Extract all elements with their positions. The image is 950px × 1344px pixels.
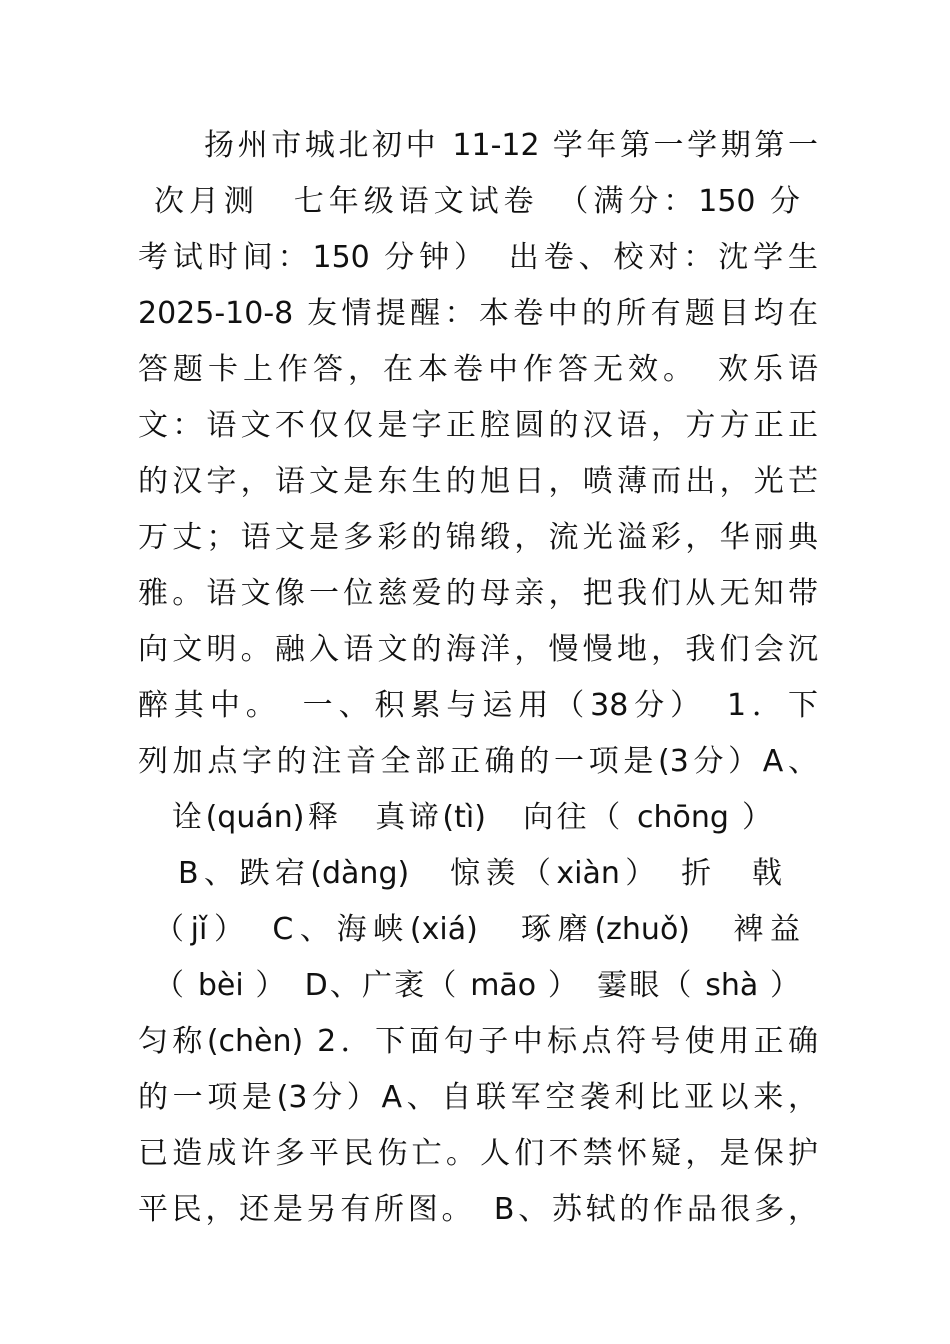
text-line-2: 次月测 七年级语文试卷 （满分：150 分 [154, 184, 800, 219]
text-line-9: 雅。语文像一位慈爱的母亲，把我们从无知带 [138, 576, 818, 611]
text-line-11: 醉其中。 一、积累与运用（38分） 1．下 [138, 688, 818, 723]
text-line-5: 答题卡上作答，在本卷中作答无效。 欢乐语 [138, 352, 818, 387]
text-line-15: （jǐ） C、海峡(xiá) 琢磨(zhuǒ) 裨益 [154, 912, 800, 947]
text-line-12: 列加点字的注音全部正确的一项是(3分）A、 [138, 744, 818, 779]
text-line-20: 平民，还是另有所图。 B、苏轼的作品很多， [138, 1192, 818, 1227]
text-line-1: 扬州市城北初中 11-12 学年第一学期第一 [204, 128, 818, 163]
text-line-14: B、跌宕(dàng) 惊羡（xiàn） 折 戟 [178, 856, 782, 891]
text-line-6: 文：语文不仅仅是字正腔圆的汉语，方方正正 [138, 408, 818, 443]
text-line-4: 2025-10-8 友情提醒：本卷中的所有题目均在 [138, 296, 818, 331]
text-line-10: 向文明。融入语文的海洋，慢慢地，我们会沉 [138, 632, 818, 667]
text-line-8: 万丈；语文是多彩的锦缎，流光溢彩，华丽典 [138, 520, 818, 555]
text-line-3: 考试时间：150 分钟） 出卷、校对：沈学生 [138, 240, 818, 275]
text-line-13: 诠(quán)释 真谛(tì) 向往（ chōng ） [172, 800, 772, 835]
text-line-7: 的汉字，语文是东生的旭日，喷薄而出，光芒 [138, 464, 818, 499]
text-line-17: 匀称(chèn) 2．下面句子中标点符号使用正确 [138, 1024, 818, 1059]
text-line-18: 的一项是(3分）A、自联军空袭利比亚以来， [138, 1080, 818, 1115]
text-line-16: （ bèi ） D、广袤（ māo ） 霎眼（ shà ） [154, 968, 800, 1003]
text-line-19: 已造成许多平民伤亡。人们不禁怀疑，是保护 [138, 1136, 818, 1171]
